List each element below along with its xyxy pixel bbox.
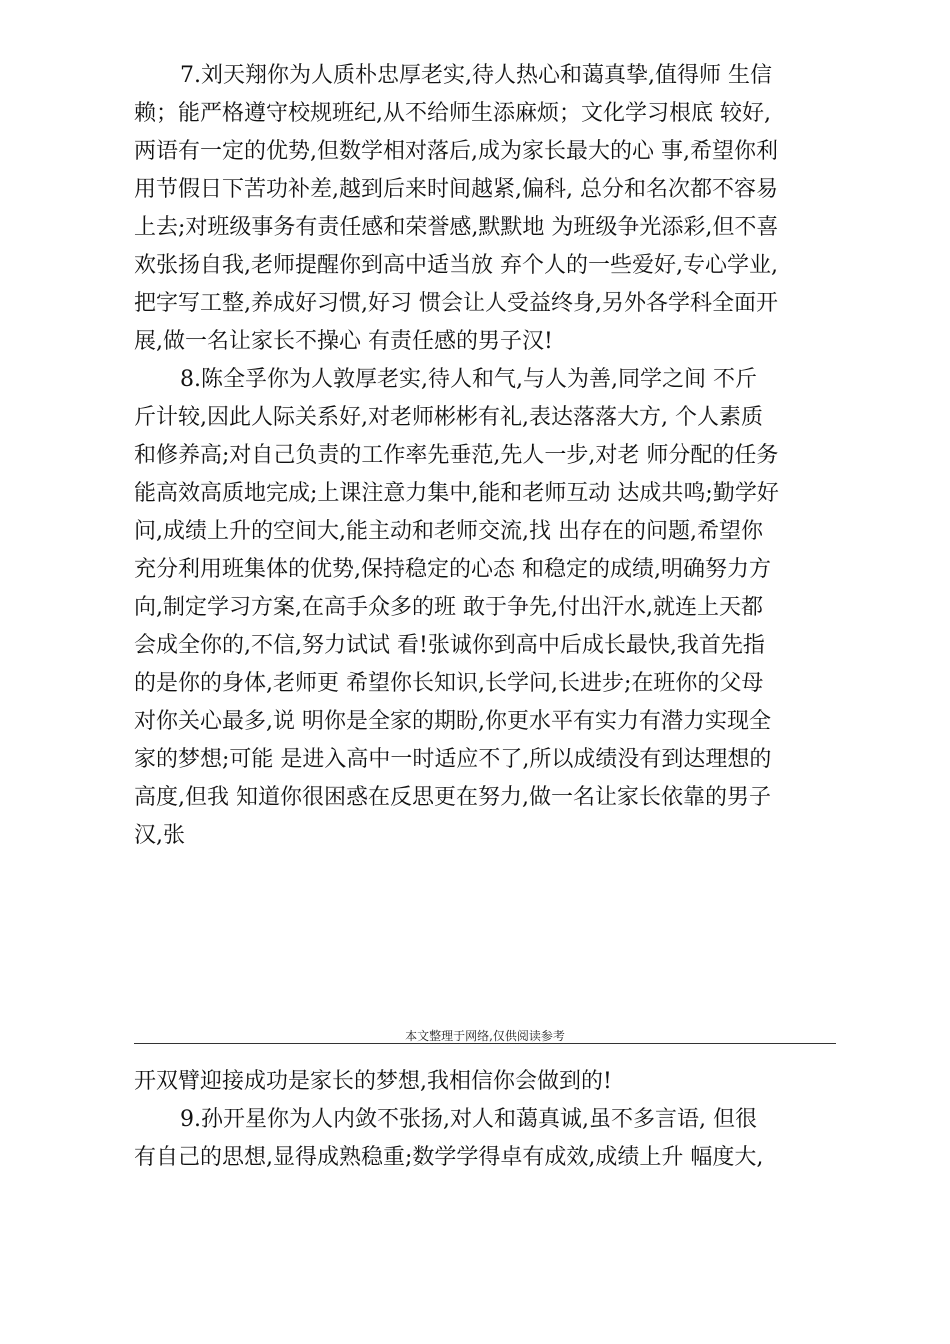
- text-line: 赖；能严格遵守校规班纪,从不给师生添麻烦；文化学习根底 较好,: [134, 101, 771, 126]
- text-line: 会成全你的,不信,努力试试 看!张诚你到高中后成长最快,我首先指: [134, 633, 765, 658]
- text-block-bottom: [134, 1063, 836, 1177]
- text-line: 用节假日下苦功补差,越到后来时间越紧,偏科, 总分和名次都不容易: [134, 177, 778, 202]
- paragraph-7: [134, 57, 836, 361]
- text-block-top: [134, 57, 836, 855]
- text-line: 把字写工整,养成好习惯,好习 惯会让人受益终身,另外各学科全面开: [134, 291, 778, 316]
- text-line: 充分利用班集体的优势,保持稳定的心态 和稳定的成绩,明确努力方: [134, 557, 771, 582]
- paragraph-9: [134, 1101, 836, 1177]
- text-line: 家的梦想;可能 是进入高中一时适应不了,所以成绩没有到达理想的: [134, 747, 772, 772]
- text-line: 斤计较,因此人际关系好,对老师彬彬有礼,表达落落大方, 个人素质: [134, 405, 763, 430]
- text-line: 7.刘天翔你为人质朴忠厚老实,待人热心和蔼真挚,值得师 生信: [180, 63, 772, 88]
- text-line: 向,制定学习方案,在高手众多的班 敢于争先,付出汗水,就连上天都: [134, 595, 763, 620]
- paragraph-8-continued: [134, 1063, 836, 1101]
- text-line: 和修养高;对自己负责的工作率先垂范,先人一步,对老 师分配的任务: [134, 443, 779, 468]
- text-line: 欢张扬自我,老师提醒你到高中适当放 弃个人的一些爱好,专心学业,: [134, 253, 778, 278]
- footer-note: 本文整理于网络,仅供阅读参考: [405, 1029, 565, 1043]
- text-line: 9.孙开星你为人内敛不张扬,对人和蔼真诚,虽不多言语, 但很: [180, 1107, 757, 1132]
- text-line: 上去;对班级事务有责任感和荣誉感,默默地 为班级争光添彩,但不喜: [134, 215, 779, 240]
- footer-divider: [134, 1043, 836, 1044]
- text-line: 汉,张: [134, 823, 185, 848]
- text-line: 两语有一定的优势,但数学相对落后,成为家长最大的心 事,希望你利: [134, 139, 778, 164]
- text-line: 问,成绩上升的空间大,能主动和老师交流,找 出存在的问题,希望你: [134, 519, 763, 544]
- text-line: 展,做一名让家长不操心 有责任感的男子汉!: [134, 329, 553, 354]
- text-line: 对你关心最多,说 明你是全家的期盼,你更水平有实力有潜力实现全: [134, 709, 771, 734]
- text-line: 8.陈全孚你为人敦厚老实,待人和气,与人为善,同学之间 不斤: [180, 367, 757, 392]
- text-line: 的是你的身体,老师更 希望你长知识,长学问,长进步;在班你的父母: [134, 671, 764, 696]
- text-line: 有自己的思想,显得成熟稳重;数学学得卓有成效,成绩上升 幅度大,: [134, 1145, 764, 1170]
- text-line: 开双臂迎接成功是家长的梦想,我相信你会做到的!: [134, 1069, 612, 1094]
- text-line: 高度,但我 知道你很困惑在反思更在努力,做一名让家长依靠的男子: [134, 785, 771, 810]
- text-line: 能高效高质地完成;上课注意力集中,能和老师互动 达成共鸣;勤学好: [134, 481, 779, 506]
- paragraph-8: [134, 361, 836, 855]
